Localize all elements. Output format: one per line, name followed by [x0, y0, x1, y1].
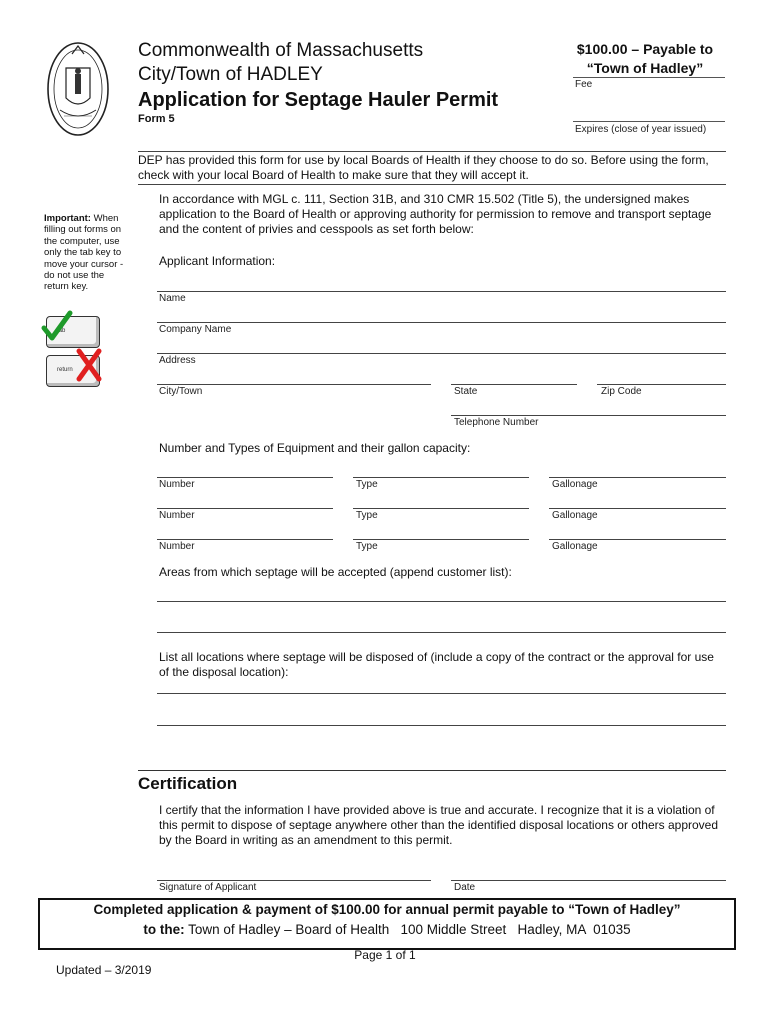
- certification-text: I certify that the information I have provided above is true and accurate. I recognize that it is a violation of this permit to dispose of septage anywhere other than the identified disposal locations or others approved by the Board in writing as an amendment to this permit.: [159, 803, 719, 847]
- equipment-type-field[interactable]: [353, 477, 529, 478]
- equipment-number-field[interactable]: [157, 508, 333, 509]
- name-field[interactable]: [157, 291, 726, 292]
- page-title: Application for Septage Hauler Permit: [138, 89, 499, 111]
- equipment-heading: Number and Types of Equipment and their gallon capacity:: [159, 441, 471, 455]
- city-town-field[interactable]: [157, 384, 431, 385]
- date-field[interactable]: [451, 880, 726, 881]
- disposal-field-line[interactable]: [157, 725, 726, 726]
- equipment-number-label: Number: [159, 510, 195, 521]
- signature-label: Signature of Applicant: [159, 882, 257, 893]
- signature-field[interactable]: [157, 880, 431, 881]
- equipment-number-label: Number: [159, 541, 195, 552]
- fee-field-line[interactable]: [573, 77, 725, 78]
- updated-date: Updated – 3/2019: [56, 963, 152, 977]
- equipment-number-label: Number: [159, 479, 195, 490]
- date-label: Date: [454, 882, 476, 893]
- areas-field-line[interactable]: [157, 601, 726, 602]
- zip-code-field[interactable]: [597, 384, 726, 385]
- check-icon: [40, 310, 74, 344]
- submission-line2: [38, 922, 736, 937]
- fee-amount-line2: “Town of Hadley”: [586, 60, 704, 76]
- equipment-type-label: Type: [356, 510, 378, 521]
- important-text: When filling out forms on the computer, use only the tab key to move your cursor - do not use the return key.: [44, 213, 124, 293]
- fee-label: Fee: [575, 79, 593, 90]
- fee-amount: [562, 40, 728, 78]
- submission-address: Town of Hadley – Board of Health 100 Middle Street Hadley, MA 01035: [188, 922, 631, 937]
- expires-field-line[interactable]: [573, 121, 725, 122]
- submission-line1: Completed application & payment of $100.00 for annual permit payable to “Town of Hadley”: [93, 902, 681, 917]
- equipment-gallonage-label: Gallonage: [552, 541, 598, 552]
- equipment-gallonage-label: Gallonage: [552, 510, 598, 521]
- address-label: Address: [159, 355, 196, 366]
- state-label: State: [454, 386, 478, 397]
- divider: [138, 184, 726, 185]
- applicant-heading: Applicant Information:: [159, 254, 276, 268]
- header-city-town: City/Town of HADLEY: [138, 64, 323, 85]
- equipment-type-field[interactable]: [353, 539, 529, 540]
- tab-key-label: tab: [57, 328, 66, 334]
- important-note: [44, 213, 128, 293]
- equipment-type-label: Type: [356, 541, 378, 552]
- disposal-field-line[interactable]: [157, 693, 726, 694]
- state-field[interactable]: [451, 384, 577, 385]
- disposal-heading: List all locations where septage will be disposed of (include a copy of the contract or the approval for use of the disposal location):: [159, 650, 714, 679]
- equipment-gallonage-label: Gallonage: [552, 479, 598, 490]
- form-number: Form 5: [138, 113, 175, 125]
- telephone-label: Telephone Number: [454, 417, 539, 428]
- areas-field-line[interactable]: [157, 632, 726, 633]
- areas-heading: Areas from which septage will be accepted (append customer list):: [159, 565, 512, 579]
- equipment-type-label: Type: [356, 479, 378, 490]
- submission-to-label: to the:: [143, 922, 185, 937]
- equipment-gallonage-field[interactable]: [549, 539, 726, 540]
- equipment-gallonage-field[interactable]: [549, 477, 726, 478]
- company-name-field[interactable]: [157, 322, 726, 323]
- telephone-field[interactable]: [451, 415, 726, 416]
- expires-label: Expires (close of year issued): [575, 124, 707, 135]
- zip-code-label: Zip Code: [601, 386, 642, 397]
- equipment-type-field[interactable]: [353, 508, 529, 509]
- fee-amount-line1: $100.00 – Payable to: [576, 41, 714, 57]
- cross-icon: [74, 347, 104, 383]
- massachusetts-seal-image: [46, 40, 110, 138]
- header-commonwealth: Commonwealth of Massachusetts: [138, 40, 424, 61]
- address-field[interactable]: [157, 353, 726, 354]
- equipment-number-field[interactable]: [157, 539, 333, 540]
- equipment-number-field[interactable]: [157, 477, 333, 478]
- divider: [138, 770, 726, 771]
- equipment-gallonage-field[interactable]: [549, 508, 726, 509]
- dep-notice: DEP has provided this form for use by local Boards of Health if they choose to do so. Before using the form, check with your local Board of Health to make sure that they will accept it.: [138, 153, 709, 182]
- city-town-label: City/Town: [159, 386, 203, 397]
- intro-paragraph: In accordance with MGL c. 111, Section 31B, and 310 CMR 15.502 (Title 5), the undersigned makes application to the Board of Health or approving authority for permission to remove and transport septage and the content of privies and cesspools as set forth below:: [159, 192, 712, 236]
- certification-heading: Certification: [138, 774, 238, 793]
- page-number: Page 1 of 1: [354, 948, 416, 962]
- important-label: Important:: [44, 213, 91, 224]
- name-label: Name: [159, 293, 186, 304]
- company-name-label: Company Name: [159, 324, 232, 335]
- return-key-label: return: [57, 367, 73, 373]
- divider: [138, 151, 726, 152]
